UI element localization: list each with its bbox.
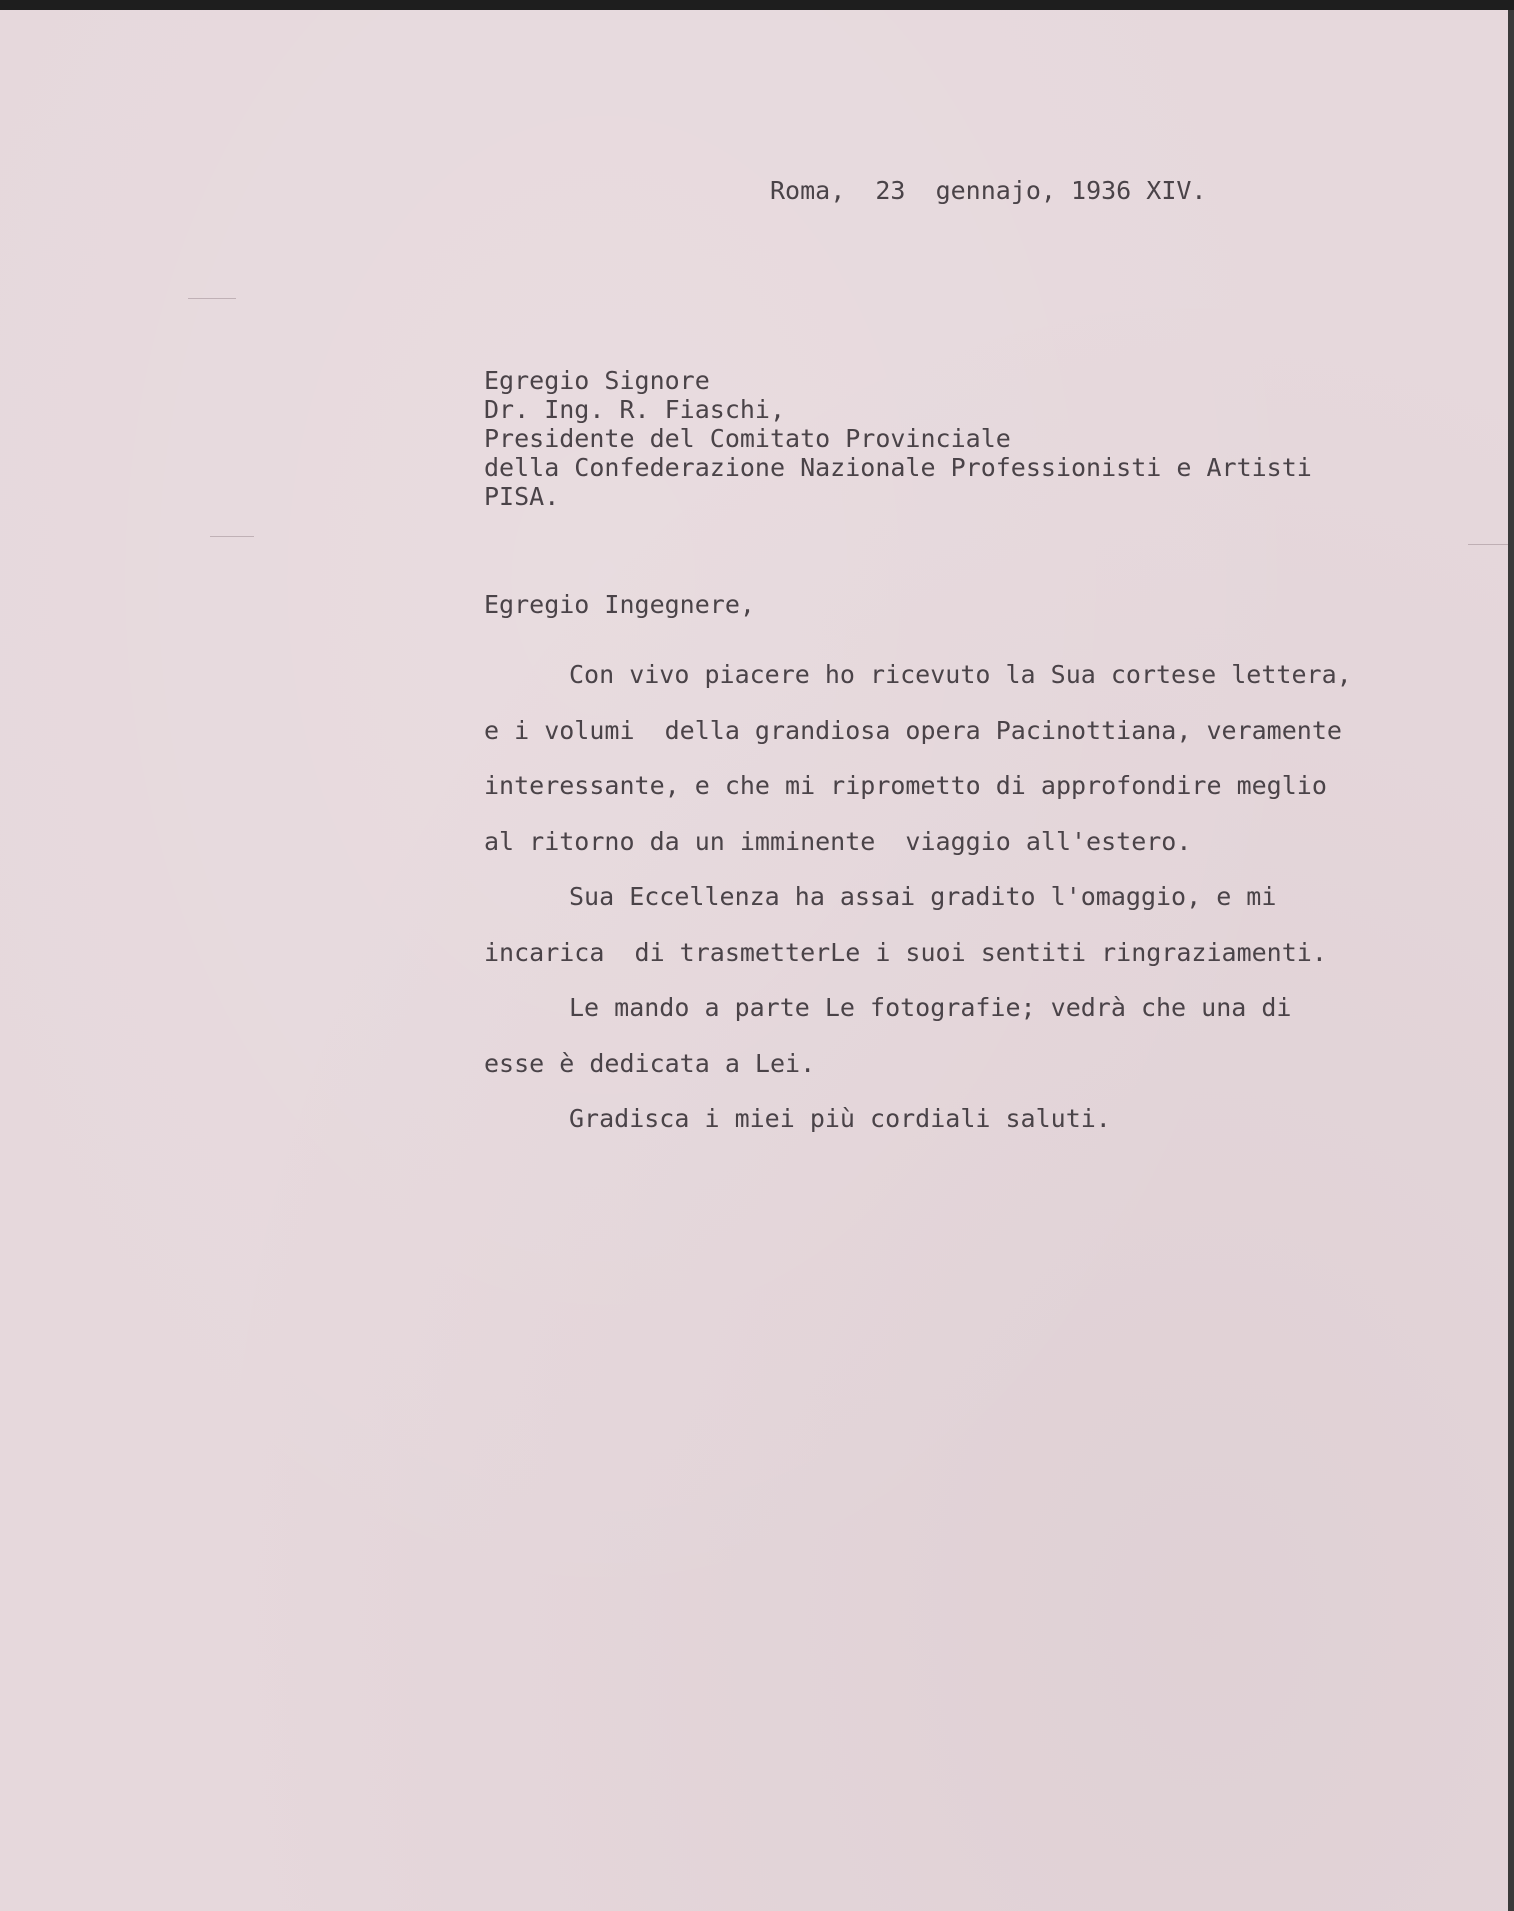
body-line: esse è dedicata a Lei. bbox=[484, 1048, 816, 1078]
date-line: Roma, 23 gennajo, 1936 XIV. bbox=[770, 176, 1207, 205]
body-line: Gradisca i miei più cordiali saluti. bbox=[569, 1104, 1111, 1133]
margin-mark bbox=[188, 298, 236, 299]
recipient-line: Presidente del Comitato Provinciale bbox=[484, 424, 1011, 453]
recipient-address bbox=[484, 366, 1312, 511]
margin-mark bbox=[210, 536, 254, 537]
salutation: Egregio Ingegnere, bbox=[484, 590, 755, 619]
body-line: Le mando a parte Le fotografie; vedrà che una di bbox=[569, 993, 1292, 1022]
paper-edge bbox=[1508, 10, 1514, 1911]
body-line: Sua Eccellenza ha assai gradito l'omaggio, e mi bbox=[569, 882, 1277, 911]
body-line: e i volumi della grandiosa opera Pacinottiana, veramente bbox=[484, 715, 1342, 745]
body-line: Con vivo piacere ho ricevuto la Sua cortese lettera, bbox=[569, 660, 1352, 689]
letter-body bbox=[484, 647, 1352, 1147]
body-line: al ritorno da un imminente viaggio all'estero. bbox=[484, 826, 1192, 856]
recipient-line: Dr. Ing. R. Fiaschi, bbox=[484, 395, 786, 424]
recipient-line: PISA. bbox=[484, 482, 560, 511]
recipient-line: della Confederazione Nazionale Professionisti e Artisti bbox=[484, 453, 1312, 482]
body-line: interessante, e che mi riprometto di approfondire meglio bbox=[484, 771, 1327, 800]
recipient-line: Egregio Signore bbox=[484, 366, 710, 395]
body-line: incarica di trasmetterLe i suoi sentiti ringraziamenti. bbox=[484, 937, 1327, 967]
letter-page bbox=[0, 10, 1508, 1911]
margin-mark bbox=[1468, 544, 1508, 545]
